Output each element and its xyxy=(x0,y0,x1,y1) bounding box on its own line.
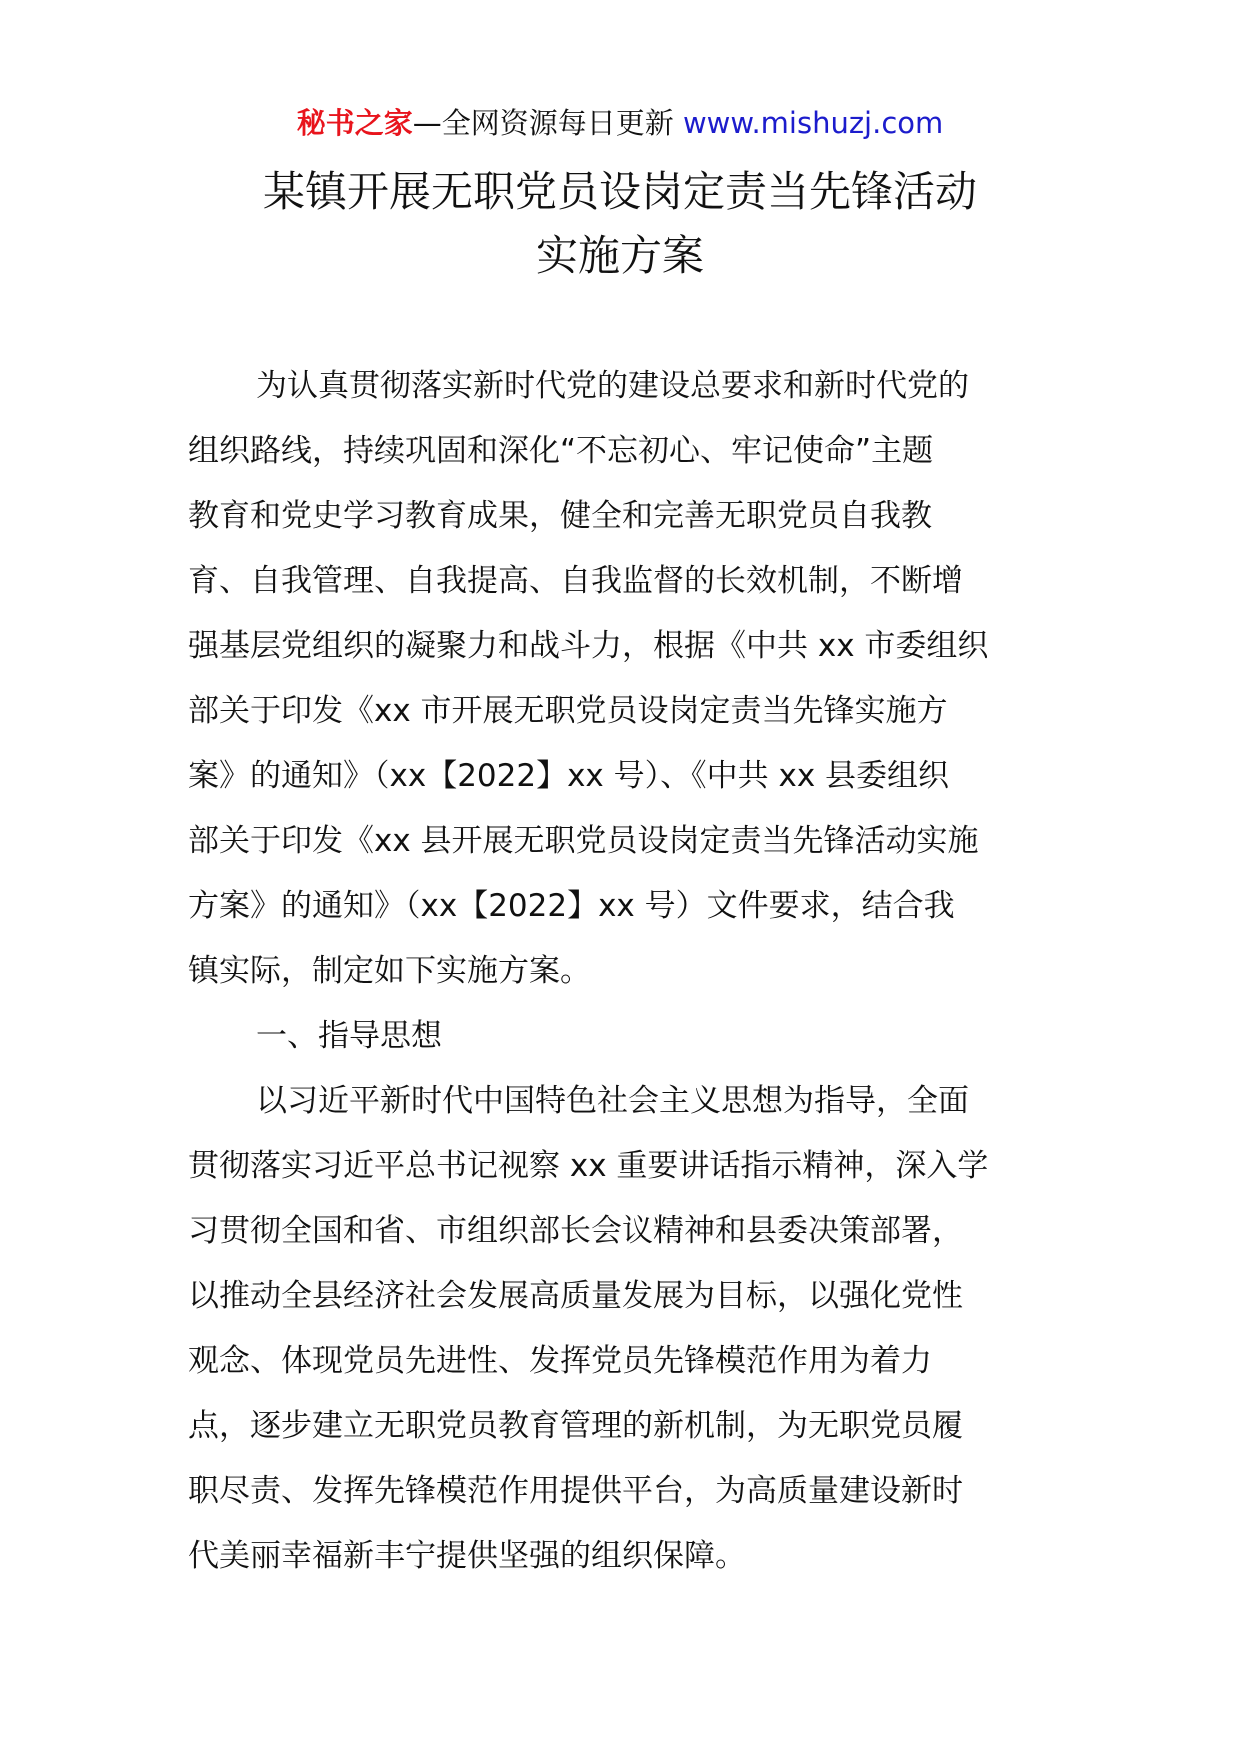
title-line-2: 实施方案 xyxy=(535,231,704,280)
paragraph-line: 观念、体现党员先进性、发挥党员先锋模范作用为着力 xyxy=(188,1343,932,1379)
paragraph-line: 点，逐步建立无职党员教育管理的新机制，为无职党员履 xyxy=(188,1408,963,1444)
brand-name: 秘书之家 xyxy=(296,106,413,140)
title-line-1: 某镇开展无职党员设岗定责当先锋活动 xyxy=(262,167,977,216)
paragraph-line: 案》的通知》（xx【2022】xx 号）、《中共 xx 县委组织 xyxy=(188,758,950,794)
site-header xyxy=(0,103,1240,143)
header-tagline: —全网资源每日更新 xyxy=(412,106,683,140)
paragraph-line: 贯彻落实习近平总书记视察 xx 重要讲话指示精神，深入学 xyxy=(188,1148,989,1184)
paragraph-line: 组织路线，持续巩固和深化“不忘初心、牢记使命”主题 xyxy=(188,433,934,469)
paragraph-line: 方案》的通知》（xx【2022】xx 号）文件要求，结合我 xyxy=(188,888,955,924)
paragraph-line: 为认真贯彻落实新时代党的建设总要求和新时代党的 xyxy=(256,368,969,404)
document-title xyxy=(0,160,1240,288)
paragraph-line: 以习近平新时代中国特色社会主义思想为指导，全面 xyxy=(256,1083,969,1119)
paragraph-line: 部关于印发《xx 市开展无职党员设岗定责当先锋实施方 xyxy=(188,693,948,729)
paragraph-line: 育、自我管理、自我提高、自我监督的长效机制，不断增 xyxy=(188,563,963,599)
site-url-link[interactable]: www.mishuzj.com xyxy=(682,106,944,140)
section-heading: 一、指导思想 xyxy=(256,1018,442,1054)
paragraph-line: 代美丽幸福新丰宁提供坚强的组织保障。 xyxy=(188,1538,746,1574)
paragraph-line: 部关于印发《xx 县开展无职党员设岗定责当先锋活动实施 xyxy=(188,823,979,859)
document-body xyxy=(188,354,1054,1589)
paragraph-line: 教育和党史学习教育成果，健全和完善无职党员自我教 xyxy=(188,498,932,534)
paragraph-line: 习贯彻全国和省、市组织部长会议精神和县委决策部署， xyxy=(188,1213,963,1249)
paragraph-line: 职尽责、发挥先锋模范作用提供平台，为高质量建设新时 xyxy=(188,1473,963,1509)
paragraph-line: 以推动全县经济社会发展高质量发展为目标，以强化党性 xyxy=(188,1278,963,1314)
paragraph-line: 镇实际，制定如下实施方案。 xyxy=(188,953,591,989)
paragraph-line: 强基层党组织的凝聚力和战斗力，根据《中共 xx 市委组织 xyxy=(188,628,989,664)
